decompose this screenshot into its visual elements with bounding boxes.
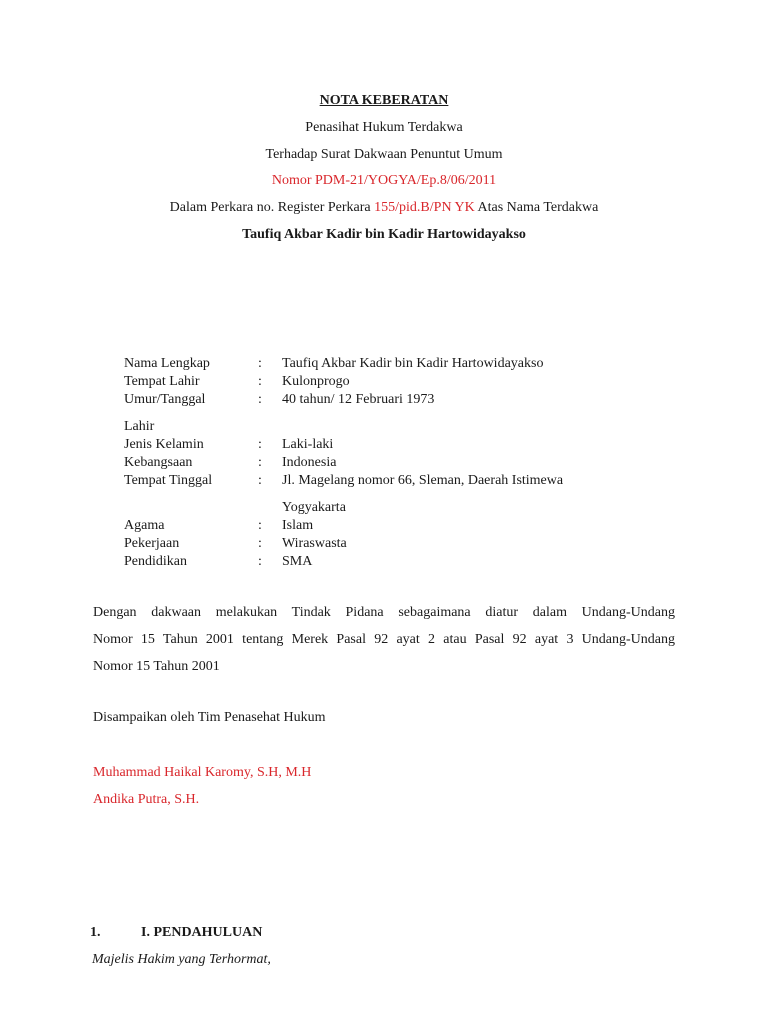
- register-suffix: Atas Nama Terdakwa: [474, 200, 599, 215]
- identity-value: Laki-laki: [282, 437, 334, 452]
- identity-label: Nama Lengkap: [124, 356, 210, 371]
- identity-row: [124, 418, 644, 436]
- subtitle-surat-dakwaan: Terhadap Surat Dakwaan Penuntut Umum: [265, 147, 503, 162]
- identity-value: Jl. Magelang nomor 66, Sleman, Daerah Istimewa: [282, 473, 564, 488]
- identity-colon: :: [258, 455, 262, 470]
- identity-row: [124, 499, 644, 517]
- dakwaan-paragraph: [93, 599, 675, 680]
- identity-value: SMA: [282, 554, 313, 569]
- lawyer-name: Muhammad Haikal Karomy, S.H, M.H: [93, 765, 312, 780]
- identity-label: Jenis Kelamin: [124, 437, 204, 452]
- opening-salutation: Majelis Hakim yang Terhormat,: [92, 952, 271, 967]
- identity-row: [124, 373, 644, 391]
- identity-label: Kebangsaan: [124, 455, 193, 470]
- identity-colon: :: [258, 473, 262, 488]
- terdakwa-name: Taufiq Akbar Kadir bin Kadir Hartowidayakso: [242, 227, 526, 242]
- identity-colon: :: [258, 374, 262, 389]
- identity-row: [124, 517, 644, 535]
- lawyer-name: Andika Putra, S.H.: [93, 792, 200, 807]
- identity-value: Islam: [282, 518, 314, 533]
- register-prefix: Dalam Perkara no. Register Perkara: [169, 200, 375, 215]
- identity-colon: :: [258, 356, 262, 371]
- dakwaan-line-2: Nomor 15 Tahun 2001 tentang Merek Pasal 92 ayat 2 atau Pasal 92 ayat 3 Undang-Undang: [93, 632, 675, 647]
- identity-value: Wiraswasta: [282, 536, 347, 551]
- disampaikan-text: Disampaikan oleh Tim Penasehat Hukum: [93, 710, 326, 725]
- identity-value: Indonesia: [282, 455, 337, 470]
- identity-row: [124, 436, 644, 454]
- dakwaan-line-3: Nomor 15 Tahun 2001: [93, 659, 220, 674]
- identity-row: [124, 391, 644, 409]
- identity-table: [124, 355, 644, 571]
- register-number: 155/pid.B/PN YK: [374, 200, 475, 215]
- identity-label: Lahir: [124, 419, 155, 434]
- identity-label: Tempat Lahir: [124, 374, 200, 389]
- register-perkara-line: [0, 200, 768, 216]
- identity-row: [124, 535, 644, 553]
- identity-label: Umur/Tanggal: [124, 392, 206, 407]
- identity-colon: :: [258, 437, 262, 452]
- identity-row: [124, 454, 644, 472]
- identity-label: Pekerjaan: [124, 536, 180, 551]
- identity-colon: :: [258, 518, 262, 533]
- identity-label: Pendidikan: [124, 554, 187, 569]
- identity-label: Agama: [124, 518, 165, 533]
- identity-value: Kulonprogo: [282, 374, 350, 389]
- nomor-perkara: Nomor PDM-21/YOGYA/Ep.8/06/2011: [271, 173, 497, 188]
- identity-value: Taufiq Akbar Kadir bin Kadir Hartowidayakso: [282, 356, 544, 371]
- section-number: 1.: [90, 925, 101, 940]
- identity-value: 40 tahun/ 12 Februari 1973: [282, 392, 435, 407]
- identity-colon: :: [258, 392, 262, 407]
- identity-colon: :: [258, 536, 262, 551]
- identity-row: [124, 553, 644, 571]
- identity-colon: :: [258, 554, 262, 569]
- identity-row: [124, 355, 644, 373]
- subtitle-penasihat: Penasihat Hukum Terdakwa: [305, 120, 463, 135]
- identity-row: [124, 472, 644, 490]
- document-title: NOTA KEBERATAN: [319, 93, 449, 108]
- section-title: I. PENDAHULUAN: [141, 925, 263, 940]
- identity-value: Yogyakarta: [282, 500, 346, 515]
- identity-label: Tempat Tinggal: [124, 473, 213, 488]
- dakwaan-line-1: Dengan dakwaan melakukan Tindak Pidana sebagaimana diatur dalam Undang-Undang: [93, 605, 675, 620]
